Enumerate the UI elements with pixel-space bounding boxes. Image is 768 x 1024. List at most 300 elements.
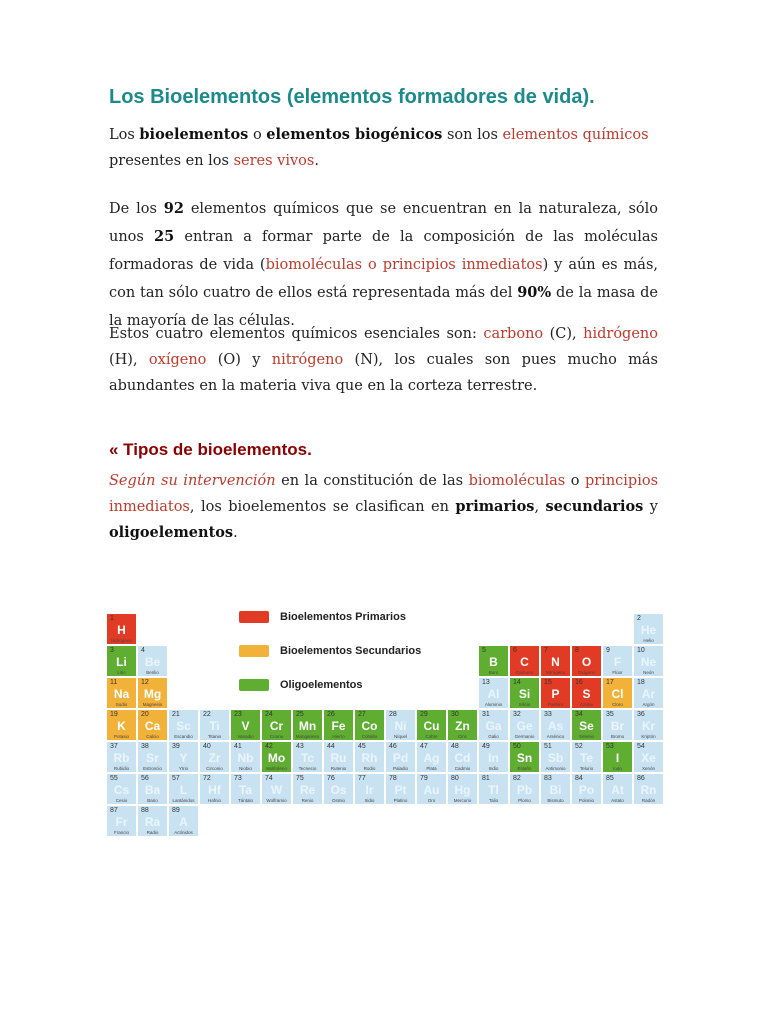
- element-al: [478, 677, 509, 709]
- link-nitrogeno[interactable]: nitrógeno: [271, 352, 344, 368]
- element-name: Argón: [642, 702, 655, 707]
- element-name: Tántalo: [237, 798, 253, 803]
- atomic-number: 52: [575, 743, 583, 750]
- element-symbol: Ga: [485, 719, 502, 733]
- element-symbol: Te: [579, 751, 594, 765]
- atomic-number: 55: [110, 775, 118, 782]
- element-name: Lantánidos: [172, 798, 195, 803]
- element-name: Germanio: [514, 734, 535, 739]
- element-name: Hidrógeno: [111, 638, 132, 643]
- element-name: Estroncio: [143, 766, 162, 771]
- element-symbol: Hg: [454, 783, 471, 797]
- element-cu: [416, 709, 447, 741]
- element-name: Rodio: [363, 766, 376, 771]
- element-symbol: As: [547, 719, 564, 733]
- atomic-number: 72: [203, 775, 211, 782]
- element-symbol: A: [179, 815, 188, 829]
- page-title: Los Bioelementos (elementos formadores de vida).: [109, 86, 595, 108]
- element-name: Oro: [427, 798, 436, 803]
- element-name: Actínidos: [174, 830, 193, 835]
- atomic-number: 14: [513, 679, 521, 686]
- atomic-number: 73: [234, 775, 242, 782]
- element-mg: [137, 677, 168, 709]
- element-symbol: C: [520, 655, 529, 669]
- element-se: [571, 709, 602, 741]
- link-principios-inmediatos[interactable]: principios inmediatos: [109, 473, 659, 515]
- legend-secondary-swatch: [239, 645, 269, 657]
- element-v: [230, 709, 261, 741]
- atomic-number: 8: [575, 647, 579, 654]
- element-symbol: Nb: [237, 751, 254, 765]
- element-name: Rubidio: [113, 766, 130, 771]
- element-name: Galio: [488, 734, 499, 739]
- element-ca: [137, 709, 168, 741]
- element-name: Ytrio: [178, 766, 189, 771]
- link-carbono[interactable]: carbono: [483, 326, 544, 342]
- element-symbol: Ge: [516, 719, 533, 733]
- element-name: Telurio: [579, 766, 594, 771]
- element-symbol: Ag: [423, 751, 440, 765]
- element-w: [261, 773, 292, 805]
- atomic-number: 15: [544, 679, 552, 686]
- atomic-number: 11: [110, 679, 118, 686]
- element-name: Cesio: [115, 798, 128, 803]
- element-ar: [633, 677, 664, 709]
- element-name: Azufre: [579, 702, 593, 707]
- element-ag: [416, 741, 447, 773]
- atomic-number: 77: [358, 775, 366, 782]
- atomic-number: 37: [110, 743, 118, 750]
- legend-oligo-label: Oligoelementos: [280, 679, 363, 691]
- atomic-number: 42: [265, 743, 273, 750]
- element-be: [137, 645, 168, 677]
- element-name: Aluminio: [484, 702, 503, 707]
- element-hg: [447, 773, 478, 805]
- element-symbol: Zn: [455, 719, 470, 733]
- element-symbol: Os: [330, 783, 347, 797]
- element-symbol: Pt: [394, 783, 407, 797]
- element-name: Bismuto: [547, 798, 564, 803]
- element-symbol: W: [270, 783, 283, 797]
- element-name: Titanio: [207, 734, 222, 739]
- element-symbol: Sb: [547, 751, 564, 765]
- element-name: Plomo: [518, 798, 531, 803]
- atomic-number: 74: [265, 775, 273, 782]
- element-zn: [447, 709, 478, 741]
- element-symbol: Br: [610, 719, 625, 733]
- element-symbol: Ra: [144, 815, 161, 829]
- element-h: [106, 613, 137, 645]
- element-name: Cloro: [612, 702, 623, 707]
- atomic-number: 81: [482, 775, 490, 782]
- element-cs: [106, 773, 137, 805]
- element-hf: [199, 773, 230, 805]
- element-f: [602, 645, 633, 677]
- element-symbol: F: [613, 655, 622, 669]
- element-name: Potasio: [113, 734, 129, 739]
- element-symbol: Pb: [516, 783, 533, 797]
- element-sc: [168, 709, 199, 741]
- element-fr: [106, 805, 137, 837]
- atomic-number: 83: [544, 775, 552, 782]
- element-ba: [137, 773, 168, 805]
- element-symbol: Se: [579, 719, 594, 733]
- atomic-number: 13: [482, 679, 490, 686]
- atomic-number: 47: [420, 743, 428, 750]
- link-oxigeno[interactable]: oxígeno: [148, 352, 207, 368]
- element-symbol: Sc: [176, 719, 191, 733]
- element-k: [106, 709, 137, 741]
- element-name: Plata: [426, 766, 437, 771]
- element-name: Hierro: [332, 734, 345, 739]
- atomic-number: 26: [327, 711, 335, 718]
- element-symbol: He: [640, 623, 657, 637]
- element-n: [540, 645, 571, 677]
- element-symbol: V: [241, 719, 250, 733]
- element-name: Sodio: [115, 702, 128, 707]
- element-mn: [292, 709, 323, 741]
- atomic-number: 46: [389, 743, 397, 750]
- element-name: Cobalto: [361, 734, 378, 739]
- atomic-number: 84: [575, 775, 583, 782]
- atomic-number: 21: [172, 711, 180, 718]
- atomic-number: 41: [234, 743, 242, 750]
- paragraph-four-elements: Estos cuatro elementos químicos esenciales son: carbono (C), hidrógeno (H), oxígeno (O) y nitrógeno (N), los cuales son pues mucho más abundantes en la materia viva que en la corteza terrestre.: [109, 326, 658, 394]
- element-nb: [230, 741, 261, 773]
- periodic-table: [104, 603, 694, 925]
- element-co: [354, 709, 385, 741]
- element-name: Cobre: [425, 734, 438, 739]
- element-sn: [509, 741, 540, 773]
- atomic-number: 79: [420, 775, 428, 782]
- element-fe: [323, 709, 354, 741]
- element-s: [571, 677, 602, 709]
- atomic-number: 45: [358, 743, 366, 750]
- element-name: Manganeso: [295, 734, 320, 739]
- element-symbol: Zr: [208, 751, 221, 765]
- element-symbol: Y: [179, 751, 188, 765]
- element-name: Selenio: [578, 734, 594, 739]
- element-rn: [633, 773, 664, 805]
- atomic-number: 36: [637, 711, 645, 718]
- element-na: [106, 677, 137, 709]
- element-symbol: Cl: [611, 687, 624, 701]
- atomic-number: 25: [296, 711, 304, 718]
- element-bi: [540, 773, 571, 805]
- element-si: [509, 677, 540, 709]
- element-name: Tecnecio: [298, 766, 317, 771]
- element-name: Antimonio: [545, 766, 566, 771]
- element-name: Platino: [393, 798, 408, 803]
- paragraph-classification: Según su intervención en la constitución de las biomoléculas o principios inmediatos, los bioelementos se clasifican en primarios, secundarios y oligoelementos.: [109, 473, 659, 541]
- element-sb: [540, 741, 571, 773]
- atomic-number: 30: [451, 711, 459, 718]
- element-name: Kriptón: [641, 734, 656, 739]
- element-symbol: Cs: [113, 783, 130, 797]
- atomic-number: 19: [110, 711, 118, 718]
- element-symbol: Rh: [361, 751, 378, 765]
- element-symbol: Mg: [143, 687, 162, 701]
- link-biomoleculas-2[interactable]: biomoléculas: [468, 473, 566, 489]
- atomic-number: 18: [637, 679, 645, 686]
- element-name: Niobio: [239, 766, 252, 771]
- element-ni: [385, 709, 416, 741]
- element-li: [106, 645, 137, 677]
- element-symbol: Sr: [146, 751, 159, 765]
- element-symbol: O: [581, 655, 592, 669]
- atomic-number: 1: [110, 615, 114, 622]
- element-symbol: Ar: [641, 687, 656, 701]
- element-symbol: Re: [299, 783, 316, 797]
- atomic-number: 24: [265, 711, 273, 718]
- element-symbol: Ba: [144, 783, 161, 797]
- element-symbol: L: [179, 783, 188, 797]
- atomic-number: 51: [544, 743, 552, 750]
- atomic-number: 86: [637, 775, 645, 782]
- element-name: Osmio: [331, 798, 345, 803]
- element-symbol: Rn: [640, 783, 657, 797]
- element-pb: [509, 773, 540, 805]
- element-symbol: K: [117, 719, 126, 733]
- element-name: Vanadio: [237, 734, 254, 739]
- element-symbol: Sn: [516, 751, 533, 765]
- link-biomoleculas[interactable]: biomoléculas o principios inmediatos: [265, 257, 543, 273]
- element-tl: [478, 773, 509, 805]
- atomic-number: 82: [513, 775, 521, 782]
- element-symbol: Rb: [113, 751, 130, 765]
- element-name: Berilio: [146, 670, 159, 675]
- atomic-number: 29: [420, 711, 428, 718]
- element-rb: [106, 741, 137, 773]
- element-name: Bario: [147, 798, 158, 803]
- element-cr: [261, 709, 292, 741]
- atomic-number: 35: [606, 711, 614, 718]
- paragraph-definition: Los bioelementos o elementos biogénicos son los elementos químicos presentes en los seres vivos.: [109, 126, 649, 169]
- atomic-number: 32: [513, 711, 521, 718]
- element-name: Cadmio: [454, 766, 471, 771]
- element-name: Litio: [117, 670, 126, 675]
- element-mo: [261, 741, 292, 773]
- element-xe: [633, 741, 664, 773]
- element-symbol: Po: [578, 783, 595, 797]
- element-symbol: Ta: [238, 783, 253, 797]
- atomic-number: 34: [575, 711, 583, 718]
- element-name: Carbono: [515, 670, 534, 675]
- element-name: Estaño: [517, 766, 532, 771]
- atomic-number: 28: [389, 711, 397, 718]
- atomic-number: 5: [482, 647, 486, 654]
- atomic-number: 88: [141, 807, 149, 814]
- element-symbol: Li: [116, 655, 127, 669]
- element-kr: [633, 709, 664, 741]
- element-ge: [509, 709, 540, 741]
- atomic-number: 43: [296, 743, 304, 750]
- element-symbol: Ni: [394, 719, 407, 733]
- element-symbol: Tc: [300, 751, 315, 765]
- atomic-number: 16: [575, 679, 583, 686]
- element-symbol: Mo: [267, 751, 286, 765]
- element-name: Radón: [641, 798, 656, 803]
- element-symbol: Co: [361, 719, 378, 733]
- legend-primary-swatch: [239, 611, 269, 623]
- element-name: Silicio: [518, 702, 531, 707]
- element-name: Radio: [146, 830, 159, 835]
- element-at: [602, 773, 633, 805]
- atomic-number: 20: [141, 711, 149, 718]
- element-name: Renio: [301, 798, 314, 803]
- element-name: Cinc: [457, 734, 467, 739]
- element-name: Neón: [643, 670, 654, 675]
- element-name: Indio: [488, 766, 499, 771]
- atomic-number: 76: [327, 775, 335, 782]
- element-ru: [323, 741, 354, 773]
- atomic-number: 38: [141, 743, 149, 750]
- atomic-number: 80: [451, 775, 459, 782]
- paragraph-92-elements: De los 92 elementos químicos que se encuentran en la naturaleza, sólo unos 25 entran a formar parte de la composición de las moléculas formadoras de vida (biomoléculas o principios inmediatos) y aún es más, con tan sólo cuatro de ellos está representada más del 90% de la masa de la mayoría de las células.: [109, 200, 659, 329]
- element-symbol: Tl: [488, 783, 499, 797]
- element-symbol: Kr: [641, 719, 656, 733]
- element-b: [478, 645, 509, 677]
- element-name: Rutenio: [330, 766, 347, 771]
- element-he: [633, 613, 664, 645]
- element-name: Escandio: [174, 734, 193, 739]
- legend-oligo-swatch: [239, 679, 269, 691]
- element-c: [509, 645, 540, 677]
- atomic-number: 12: [141, 679, 149, 686]
- element-symbol: Xe: [641, 751, 656, 765]
- element-symbol: I: [615, 751, 620, 765]
- element-name: Boro: [488, 670, 499, 675]
- element-symbol: Si: [518, 687, 531, 701]
- atomic-number: 49: [482, 743, 490, 750]
- element-au: [416, 773, 447, 805]
- atomic-number: 89: [172, 807, 180, 814]
- element-y: [168, 741, 199, 773]
- atomic-number: 57: [172, 775, 180, 782]
- element-cl: [602, 677, 633, 709]
- element-zr: [199, 741, 230, 773]
- element-name: Talio: [488, 798, 499, 803]
- element-name: Circonio: [206, 766, 223, 771]
- atomic-number: 54: [637, 743, 645, 750]
- element-symbol: Au: [423, 783, 440, 797]
- link-elementos-quimicos[interactable]: elementos químicos: [502, 127, 649, 143]
- element-name: Polonio: [578, 798, 594, 803]
- element-ra: [137, 805, 168, 837]
- element-in: [478, 741, 509, 773]
- atomic-number: 17: [606, 679, 614, 686]
- atomic-number: 2: [637, 615, 641, 622]
- element-symbol: Fr: [115, 815, 128, 829]
- element-i: [602, 741, 633, 773]
- element-name: Magnesio: [142, 702, 163, 707]
- element-os: [323, 773, 354, 805]
- element-symbol: Bi: [549, 783, 562, 797]
- element-ga: [478, 709, 509, 741]
- atomic-number: 39: [172, 743, 180, 750]
- atomic-number: 75: [296, 775, 304, 782]
- element-re: [292, 773, 323, 805]
- element-br: [602, 709, 633, 741]
- element-o: [571, 645, 602, 677]
- atomic-number: 50: [513, 743, 521, 750]
- element-a: [168, 805, 199, 837]
- element-symbol: Na: [113, 687, 130, 701]
- element-name: Xenón: [641, 766, 655, 771]
- legend-secondary-label: Bioelementos Secundarios: [280, 645, 422, 657]
- element-symbol: Cu: [423, 719, 440, 733]
- element-symbol: B: [489, 655, 498, 669]
- atomic-number: 9: [606, 647, 610, 654]
- element-symbol: Fe: [331, 719, 346, 733]
- element-p: [540, 677, 571, 709]
- atomic-number: 33: [544, 711, 552, 718]
- element-tc: [292, 741, 323, 773]
- element-name: Fósforo: [547, 702, 564, 707]
- atomic-number: 3: [110, 647, 114, 654]
- atomic-number: 4: [141, 647, 145, 654]
- element-as: [540, 709, 571, 741]
- atomic-number: 27: [358, 711, 366, 718]
- element-symbol: Ne: [640, 655, 657, 669]
- element-symbol: Ir: [365, 783, 374, 797]
- element-ne: [633, 645, 664, 677]
- element-po: [571, 773, 602, 805]
- atomic-number: 53: [606, 743, 614, 750]
- link-seres-vivos[interactable]: seres vivos: [233, 153, 315, 169]
- element-name: Flúor: [612, 670, 623, 675]
- element-symbol: Pd: [392, 751, 409, 765]
- element-name: Níquel: [393, 734, 407, 739]
- element-ta: [230, 773, 261, 805]
- atomic-number: 10: [637, 647, 645, 654]
- element-ti: [199, 709, 230, 741]
- element-name: Oxígeno: [577, 670, 595, 675]
- element-pt: [385, 773, 416, 805]
- atomic-number: 23: [234, 711, 242, 718]
- element-symbol: N: [551, 655, 560, 669]
- link-hidrogeno[interactable]: hidrógeno: [583, 326, 658, 342]
- element-name: Bromo: [610, 734, 625, 739]
- link-intervencion[interactable]: Según su intervención: [109, 473, 276, 489]
- element-rh: [354, 741, 385, 773]
- element-symbol: Ru: [330, 751, 347, 765]
- element-name: Francio: [113, 830, 129, 835]
- element-symbol: Be: [144, 655, 161, 669]
- atomic-number: 40: [203, 743, 211, 750]
- element-name: Mercurio: [453, 798, 472, 803]
- element-symbol: Ti: [209, 719, 220, 733]
- element-symbol: Cd: [454, 751, 471, 765]
- atomic-number: 87: [110, 807, 118, 814]
- element-name: Nitrógeno: [545, 670, 566, 675]
- element-pd: [385, 741, 416, 773]
- element-name: Calcio: [146, 734, 159, 739]
- atomic-number: 7: [544, 647, 548, 654]
- element-sr: [137, 741, 168, 773]
- element-name: Molibdeno: [266, 766, 287, 771]
- element-l: [168, 773, 199, 805]
- element-name: Iridio: [364, 798, 375, 803]
- element-name: Wolframio: [266, 798, 287, 803]
- atomic-number: 44: [327, 743, 335, 750]
- element-symbol: Mn: [298, 719, 317, 733]
- section-subtitle: « Tipos de bioelementos.: [109, 440, 312, 459]
- element-symbol: Cr: [269, 719, 284, 733]
- atomic-number: 56: [141, 775, 149, 782]
- element-symbol: S: [582, 687, 591, 701]
- atomic-number: 85: [606, 775, 614, 782]
